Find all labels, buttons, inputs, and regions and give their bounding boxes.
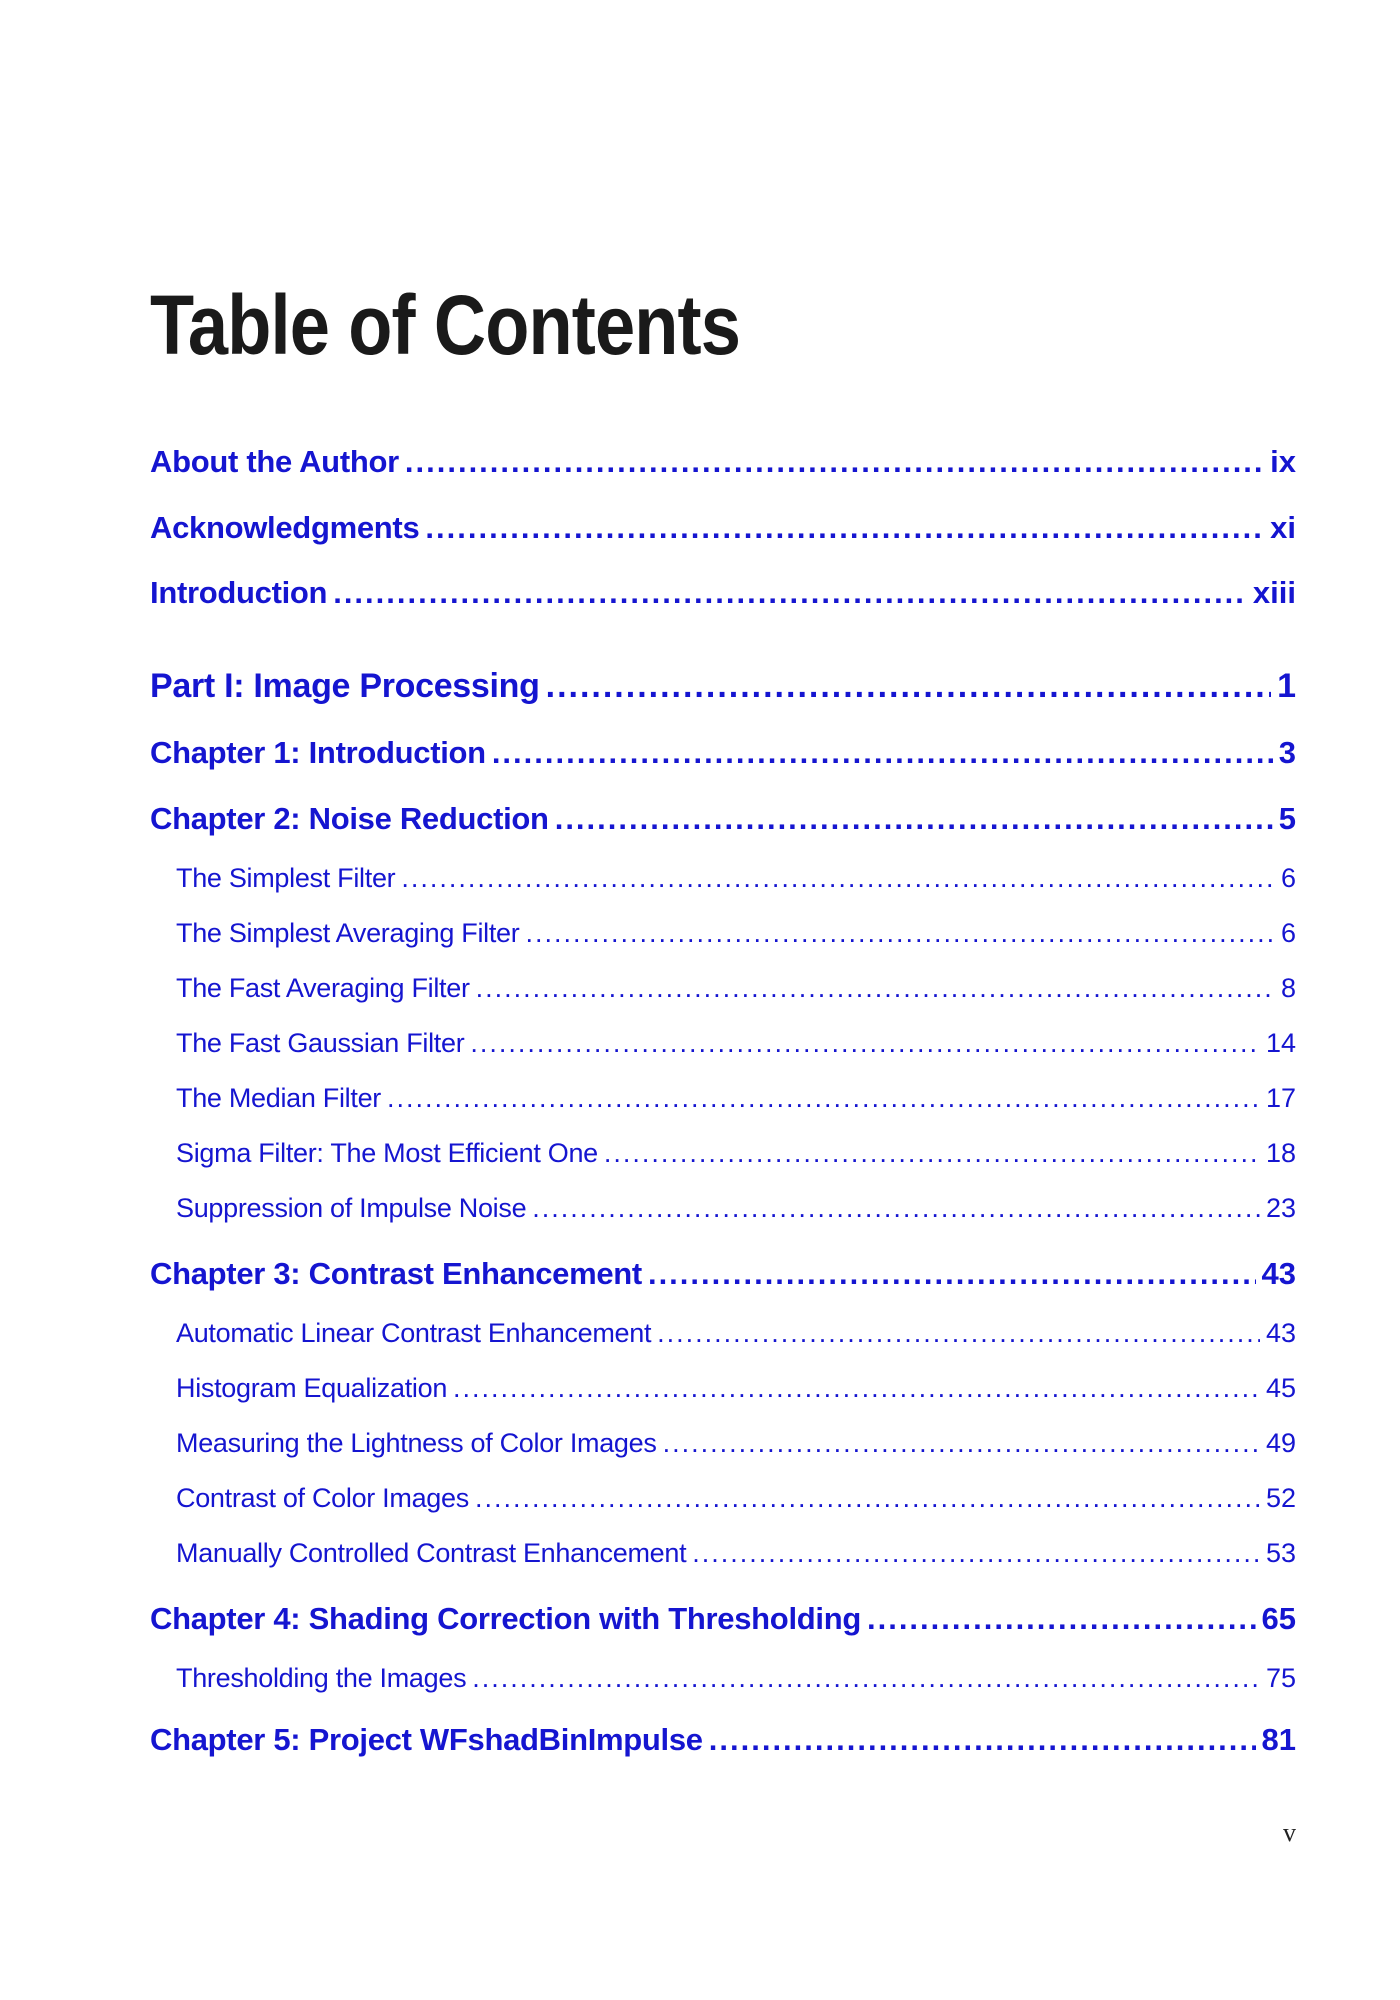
toc-entry-title: About the Author: [150, 444, 399, 479]
toc-entry-chapter-4[interactable]: [150, 1597, 1296, 1641]
toc-entry-section[interactable]: [176, 968, 1296, 1008]
toc-entry-section[interactable]: [176, 1533, 1296, 1573]
toc-dot-leader: [604, 1133, 1260, 1173]
toc-dot-leader: [425, 506, 1264, 550]
toc-dot-leader: [648, 1252, 1256, 1296]
toc-entry-title: Suppression of Impulse Noise: [176, 1193, 527, 1223]
toc-entry-title: The Fast Averaging Filter: [176, 973, 470, 1003]
toc-dot-leader: [401, 858, 1275, 898]
toc-entry-title: Chapter 3: Contrast Enhancement: [150, 1256, 642, 1291]
toc-page-number: 1: [1277, 667, 1296, 705]
toc-entry-section[interactable]: [176, 1368, 1296, 1408]
toc-entry-chapter-3[interactable]: [150, 1252, 1296, 1296]
toc-page-number: 81: [1261, 1722, 1296, 1757]
toc-dot-leader: [663, 1423, 1260, 1463]
toc-entry-title: Introduction: [150, 575, 328, 610]
toc-entry-about-the-author[interactable]: [150, 440, 1296, 484]
toc-page-number: 18: [1265, 1138, 1296, 1168]
toc-entry-part-1[interactable]: [150, 664, 1296, 708]
toc-entry-section[interactable]: [176, 858, 1296, 898]
toc-dot-leader: [387, 1078, 1260, 1118]
toc-entry-title: The Median Filter: [176, 1083, 381, 1113]
toc-entry-title: Histogram Equalization: [176, 1373, 448, 1403]
toc-dot-leader: [333, 571, 1247, 615]
toc-entry-title: Measuring the Lightness of Color Images: [176, 1428, 657, 1458]
toc-page-number: 14: [1265, 1028, 1296, 1058]
toc-entry-title: The Simplest Filter: [176, 863, 396, 893]
toc-dot-leader: [546, 664, 1271, 708]
toc-dot-leader: [692, 1533, 1260, 1573]
toc-dot-leader: [476, 968, 1275, 1008]
toc-entry-title: Contrast of Color Images: [176, 1483, 469, 1513]
toc-dot-leader: [867, 1597, 1256, 1641]
toc-dot-leader: [475, 1478, 1260, 1518]
toc-page-number: 43: [1265, 1318, 1296, 1348]
toc-page-number: 43: [1261, 1256, 1296, 1291]
toc-page-number: xi: [1270, 510, 1296, 545]
toc-entry-title: Chapter 2: Noise Reduction: [150, 801, 549, 836]
page-title: Table of Contents: [150, 278, 741, 372]
toc-page-number: 45: [1265, 1373, 1296, 1403]
toc-entry-section[interactable]: [176, 1188, 1296, 1228]
toc-entry-title: Acknowledgments: [150, 510, 420, 545]
toc-dot-leader: [492, 731, 1273, 775]
toc-page-number: 3: [1278, 735, 1296, 770]
toc-page-number: 53: [1265, 1538, 1296, 1568]
toc-page-number: ix: [1270, 444, 1296, 479]
toc-page-number: 8: [1280, 973, 1296, 1003]
toc-dot-leader: [405, 440, 1264, 484]
toc-dot-leader: [472, 1658, 1260, 1698]
toc-entry-chapter-1[interactable]: [150, 731, 1296, 775]
toc-entry-acknowledgments[interactable]: [150, 506, 1296, 550]
toc-page-number: 75: [1265, 1663, 1296, 1693]
toc-dot-leader: [555, 797, 1273, 841]
toc-entry-section[interactable]: [176, 1078, 1296, 1118]
toc-entry-title: Manually Controlled Contrast Enhancement: [176, 1538, 687, 1568]
toc-page-number: 52: [1265, 1483, 1296, 1513]
toc-entry-section[interactable]: [176, 1658, 1296, 1698]
toc-entry-section[interactable]: [176, 1478, 1296, 1518]
toc-entry-title: Chapter 4: Shading Correction with Thresholding: [150, 1601, 861, 1636]
toc-entry-section[interactable]: [176, 1423, 1296, 1463]
toc-entry-title: Chapter 5: Project WFshadBinImpulse: [150, 1722, 703, 1757]
toc-dot-leader: [453, 1368, 1260, 1408]
toc-dot-leader: [657, 1313, 1260, 1353]
toc-entry-title: Thresholding the Images: [176, 1663, 467, 1693]
toc-page-number: xiii: [1252, 575, 1296, 610]
toc-dot-leader: [525, 913, 1275, 953]
toc-page-number: 17: [1265, 1083, 1296, 1113]
toc-entry-title: The Fast Gaussian Filter: [176, 1028, 465, 1058]
toc-entry-section[interactable]: [176, 913, 1296, 953]
toc-entry-chapter-2[interactable]: [150, 797, 1296, 841]
toc-entry-section[interactable]: [176, 1133, 1296, 1173]
toc-page-number: 6: [1280, 918, 1296, 948]
toc-page-number: 23: [1265, 1193, 1296, 1223]
toc-entry-title: Chapter 1: Introduction: [150, 735, 486, 770]
toc-entry-title: Automatic Linear Contrast Enhancement: [176, 1318, 652, 1348]
page-number: v: [1283, 1818, 1296, 1847]
toc-page-number: 6: [1280, 863, 1296, 893]
toc-entry-chapter-5[interactable]: [150, 1718, 1296, 1762]
toc-entry-title: Part I: Image Processing: [150, 667, 540, 705]
toc-entry-title: Sigma Filter: The Most Efficient One: [176, 1138, 598, 1168]
toc-entry-introduction[interactable]: [150, 571, 1296, 615]
toc-entry-title: The Simplest Averaging Filter: [176, 918, 520, 948]
toc-dot-leader: [709, 1718, 1256, 1762]
toc-dot-leader: [470, 1023, 1260, 1063]
toc-page-number: 5: [1278, 801, 1296, 836]
toc-dot-leader: [532, 1188, 1260, 1228]
toc-entry-section[interactable]: [176, 1313, 1296, 1353]
toc-page-number: 49: [1265, 1428, 1296, 1458]
toc-entry-section[interactable]: [176, 1023, 1296, 1063]
toc-page-number: 65: [1261, 1601, 1296, 1636]
